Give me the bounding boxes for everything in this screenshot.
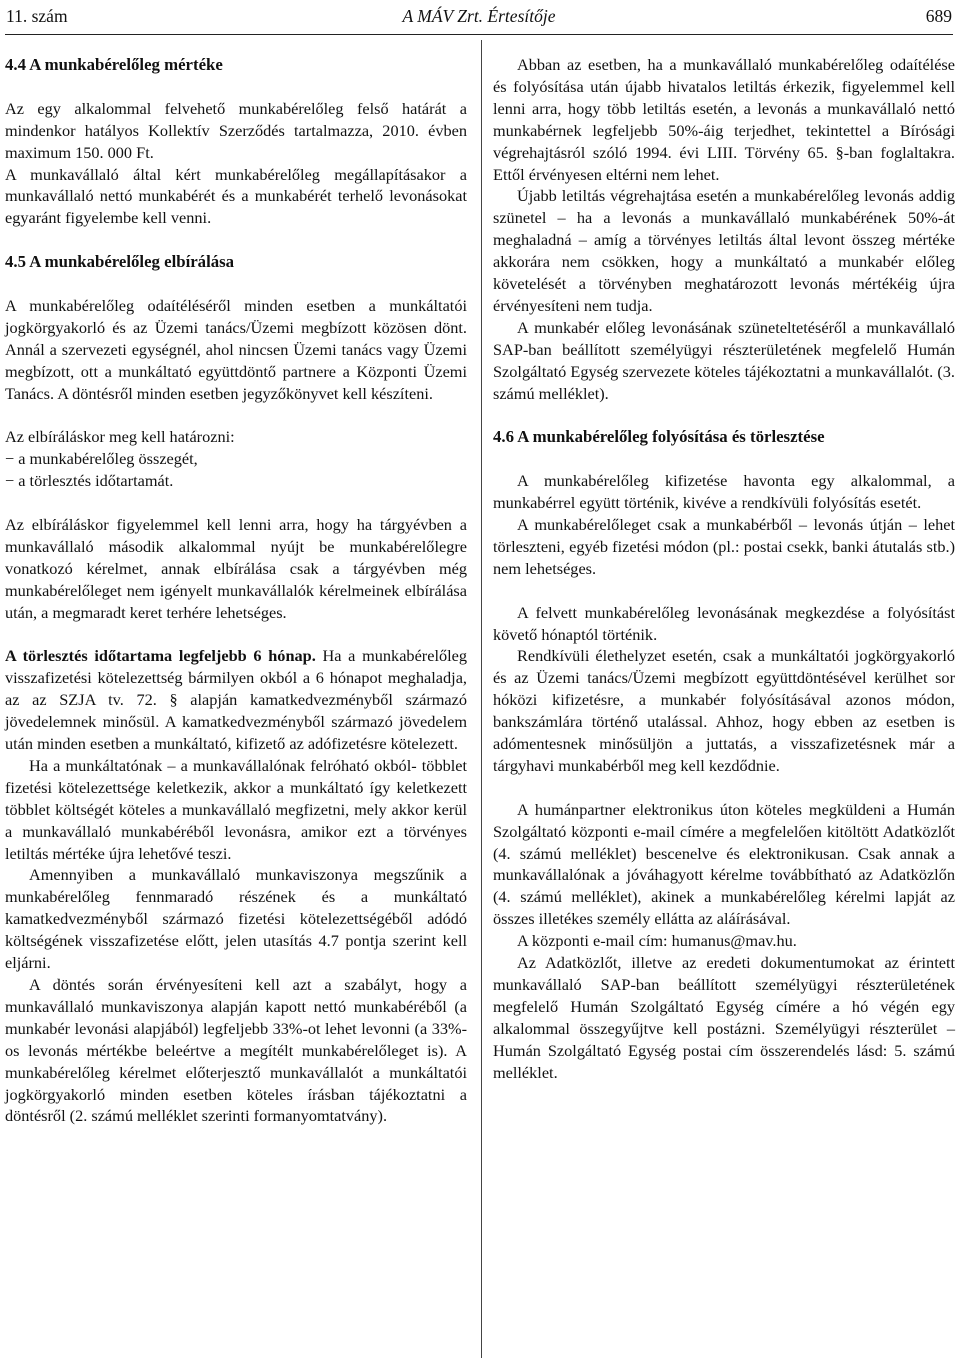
paragraph: A döntés során érvényesíteni kell azt a szabályt, hogy a munkavállaló munkaviszonya alapján kapott nettó munkabéréből (a munkabér levonási alapjából) legfeljebb 33%-ot lehet levonni (a 33%-os levonás mértékbe beleértve a megítélt munkabérelőleget is). A munkabérelőleg kérelmet előterjesztő munkavállalót a munkáltatói jogkörgyakorló minden esetben köteles írásban tájékoztatni a döntésről (2. számú melléklet szerinti formanyomtatvány). (5, 974, 467, 1126)
paragraph: A munkabér előleg levonásának szüneteltetéséről a munkavállaló SAP-ban beállított személyügyi részterületének megfelelő Humán Szolgáltató Egység szervezete köteles tájékoztatni a munkavállalót. (3. számú melléklet). (493, 317, 955, 403)
paragraph: A munkabérelőleget csak a munkabérből – levonás útján – lehet törleszteni, egyéb fizetési módon (pl.: postai csekk, banki átutalás stb.) nem lehetséges. (493, 515, 955, 578)
section-heading-4-4: 4.4 A munkabérelőleg mértéke (5, 55, 223, 74)
paragraph: A felvett munkabérelőleg levonásának megkezdése a folyósítást követő hónaptól történik. (493, 602, 955, 644)
contact-email: A központi e-mail cím: humanus@mav.hu. (517, 931, 797, 951)
paragraph: A munkabérelőleg odaítéléséről minden esetben a munkáltatói jogkörgyakorló és az Üzemi tanács/Üzemi megbízott közösen dönt. Annál a szervezeti egységnél, ahol nincsen Üzemi tanács vagy Üzemi megbízott, ott a munkáltató együttdöntő partnere a Központi Üzemi Tanács. A döntésről minden esetben jegyzőkönyvet kell készíteni. (5, 295, 467, 403)
section-heading-4-6: 4.6 A munkabérelőleg folyósítása és törlesztése (493, 427, 825, 447)
list-item: − a törlesztés időtartamát. (5, 471, 174, 491)
paragraph: Az Adatközlőt, illetve az eredeti dokumentumokat az érintett munkavállaló SAP-ban beállított személyügyi részterületének megfelelő Humán Szolgáltató Egység címére a hó végén egy alkalommal összegyűjtve kell postázni. Személyügyi részterület – Humán Szolgáltató Egység postai cím összerendelés lásd: 5. számú melléklet. (493, 953, 955, 1082)
paragraph: Az egy alkalommal felvehető munkabérelőleg felső határát a mindenkor hatályos Kollektív Szerződés tartalmazza, 2010. évben maximum 150. 000 Ft. (5, 98, 467, 162)
paragraph (5, 645, 467, 755)
paragraph: Újabb letiltás végrehajtása esetén a munkabérelőleg levonás addig szünetel – ha a levonás a munkavállaló munkabérének 50%-át meghaladná – amíg a törvényes letiltás által levont összeg mértéke akkorára nem csökken, hogy a munkáltató a munkabér előleg követelését a törvényben meghatározott levonás mértékéig újra érvényesíteni nem tudja. (493, 186, 955, 315)
paragraph: Ha a munkáltatónak – a munkavállalónak felróható okból- többlet fizetési kötelezettsége keletkezik, akkor a munkáltató így keletkezett többlet költségét köteles a munkavállaló megfizetni, mely akkor kerül a munkavállaló munkabéréből levonásra, amikor ezt a törvényes letiltás mértéke újra lehetővé teszi. (5, 755, 467, 863)
paragraph: A munkavállaló által kért munkabérelőleg megállapításakor a munkavállaló nettó munkabérét és a munkabérét terhelő levonásokat egyaránt figyelembe kell venni. (5, 164, 467, 228)
paragraph: Abban az esetben, ha a munkavállaló munkabérelőleg odaítélése és folyósítása után újabb hivatalos letiltás érkezik, figyelemmel kell lenni arra, hogy több letiltás esetén, a levonás a munkavállaló nettó munkabérnek legfeljebb 50%-áig terjedhet, tekintettel a Bírósági végrehajtásról szóló 1994. évi LIII. Törvény 65. §-ban foglaltakra. Ettől érvényesen eltérni nem lehet. (493, 55, 955, 184)
paragraph: A humánpartner elektronikus úton köteles megküldeni a Humán Szolgáltató központi e-mail címére a megfelelően kitöltött Adatközlőt (4. számú melléklet) bescenelve és elektronikusan. Csak annak a munkavállalónak a jóváhagyott kérelme továbbítható az Adatközlőn (4. számú melléklet), akinek a munkabérelőleg kérelmi lapját az összes illetékes személy ellátta az aláírásával. (493, 799, 955, 929)
bold-statement: A törlesztés időtartama legfeljebb 6 hónap. (5, 646, 316, 666)
column-divider (481, 40, 482, 1358)
paragraph-text: Ha a munkabérelőleg visszafizetési kötelezettség bármilyen okból a 6 hónapot meghaladja, az az SZJA tv. 72. § alapján kamatkedvezményből származó jövedelemnek minősül. A kamatkedvezményből származó jövedelem után minden esetben a munkáltató, kifizető az adófizetésre kötelezett. (5, 646, 467, 753)
paragraph: Az elbíráláskor meg kell határozni: (5, 427, 235, 447)
paragraph: A munkabérelőleg kifizetése havonta egy alkalommal, a munkabérrel együtt történik, kivéve a rendkívüli folyósítás esetét. (493, 471, 955, 513)
paragraph: Rendkívüli élethelyzet esetén, csak a munkáltatói jogkörgyakorló és az Üzemi tanács/Üzemi megbízott együttdöntésével kerülhet sor hóközi kifizetésre, a munkabér folyósításával azonos módon, bankszámlára történő utalással. Ahhoz, hogy ebben az esetben is adómentesnek minősüljön a juttatás, a visszafizetésnek már a tárgyhavi munkabérből meg kell kezdődnie. (493, 646, 955, 775)
issue-number: 11. szám (6, 6, 68, 26)
page-header (6, 2, 952, 36)
header-rule (5, 34, 953, 35)
paragraph: Amennyiben a munkavállaló munkaviszonya megszűnik a munkabérelőleg fennmaradó részének és a munkáltató kamatkedvezményből származó fizetési kötelezettségéből adódó költségének visszafizetése előtt, jelen utasítás 4.7 pontja szerint kell eljárni. (5, 865, 467, 973)
paragraph: Az elbíráláskor figyelemmel kell lenni arra, hogy ha tárgyévben a munkavállaló második alkalommal nyújt be munkabérelőlegre vonatkozó kérelmet, annak elbírálása csak a tárgyévben még munkabérelőleget nem igényelt munkavállalók kérelmeinek elbírálása után, a megmaradt keret terhére lehetséges. (5, 514, 467, 622)
list-item: − a munkabérelőleg összegét, (5, 449, 198, 469)
publication-title: A MÁV Zrt. Értesítője (402, 6, 556, 26)
left-column (5, 54, 467, 1127)
section-heading-4-5: 4.5 A munkabérelőleg elbírálása (5, 252, 235, 272)
right-column (493, 54, 955, 1084)
page-number: 689 (925, 6, 952, 26)
